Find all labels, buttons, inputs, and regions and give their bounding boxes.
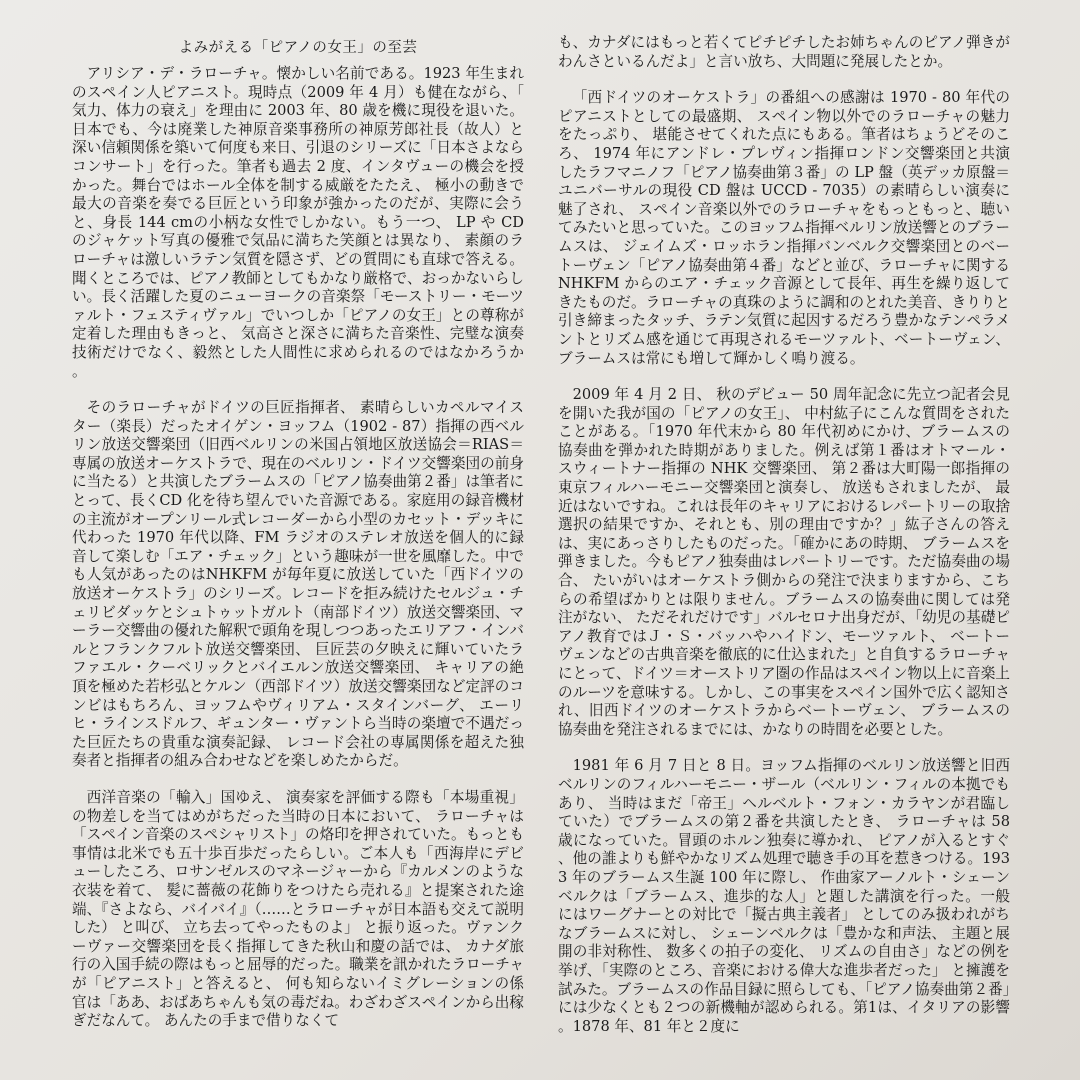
article-title: よみがえる「ピアノの女王」の至芸 xyxy=(178,40,418,56)
paragraph-gap xyxy=(558,71,1010,89)
paragraph-right-2: 2009 年 4 月 2 日、 秋のデビュー 50 周年記念に先立つ記者会見を開いた我が国の「ピアノの女王」、 中村紘子にこんな質問をされたことがある。「1970 年代末から 80 年代初めにかけ、ブラームスの協奏曲を弾かれた時期がありました。例えば第１番はオトマール・スウィートナー指揮の NHK 交響楽団、 第２番は大町陽一郎指揮の東京フィルハーモニー交響楽団と演奏し、 放送もされましたが、 最近はないですね。これは長年のキャリアにおけるレパートリーの取捨選択の結果ですか、それとも、別の理由ですか？」紘子さんの答えは、実にあっさりしたものだった。「確かにあの時期、 ブラームスを弾きました。今もピアノ独奏曲はレパートリーです。ただ協奏曲の場合、 たいがいはオーケストラ側からの発注で決まりますから、こちらの希望ばかりとは限りません。ブラームスの協奏曲に関しては発注がない、 ただそれだけです」バルセロナ出身だが、「幼児の基礎ピアノ教育ではＪ・Ｓ・バッハやハイドン、モーツァルト、 ベートーヴェンなどの古典音楽を徹底的に仕込まれた」と自負するラローチャにとって、ドイツ＝オーストリア圏の作品はスペイン物以上に音楽上のルーツを意味する。しかし、この事実をスペイン国外で広く認知され、旧西ドイツのオーケストラからベートーヴェン、 ブラームスの協奏曲を発注されるまでには、かなりの時間を必要とした。 xyxy=(558,386,1010,738)
paragraph-gap xyxy=(72,771,524,789)
paragraph-gap xyxy=(558,368,1010,386)
paragraph-left-2: そのラローチャがドイツの巨匠指揮者、 素晴らしいカペルマイスター（楽長）だったオイゲン・ヨッフム（1902 - 87）指揮の西ベルリン放送交響楽団（旧西ベルリンの米国占領地区放送協会＝RIAS＝専属の放送オーケストラで、現在のベルリン・ドイツ交響楽団の前身に当たる）と共演したブラームスの「ピアノ協奏曲第２番」は筆者にとって、長くCD 化を待ち望んでいた音源である。家庭用の録音機材の主流がオープンリール式レコーダーから小型のカセット・デッキに代わった 1970 年代以降、FM ラジオのステレオ放送を個人的に録音して楽しむ「エア・チェック」という趣味が一世を風靡した。中でも人気があったのはNHKFM が毎年夏に放送していた「西ドイツの放送オーケストラ」のシリーズ。レコードを拒み続けたセルジュ・チェリビダッケとシュトゥットガルト（南部ドイツ）放送交響楽団、マーラー交響曲の優れた解釈で頭角を現しつつあったエリアフ・インバルとフランクフルト放送交響楽団、 巨匠芸の夕映えに輝いていたラファエル・クーベリックとバイエルン放送交響楽団、 キャリアの絶頂を極めた若杉弘とケルン（西部ドイツ）放送交響楽団など定評のコンビはもちろん、ヨッフムやヴィリアム・スタインバーグ、 エーリヒ・ラインスドルフ、ギュンター・ヴァントら当時の楽壇で不遇だった巨匠たちの貴重な演奏記録、 レコード会社の専属関係を超えた独奏者と指揮者の組み合わせなどを楽しめたからだ。 xyxy=(72,399,524,770)
right-column xyxy=(558,34,1010,1036)
left-column xyxy=(72,34,524,1031)
paragraph-gap xyxy=(72,381,524,399)
paragraph-left-1: アリシア・デ・ラローチャ。懐かしい名前である。1923 年生まれのスペイン人ピアニスト。現時点（2009 年 4 月）も健在ながら、「気力、体力の衰え」を理由に 2003 年、80 歳を機に現役を退いた。日本でも、今は廃業した神原音楽事務所の神原芳郎社長（故人）と深い信頼関係を築いて何度も来日、引退のシリーズに「日本さよならコンサート」を行った。筆者も過去 2 度、インタヴューの機会を授かった。舞台ではホール全体を制する威厳をたたえ、 極小の動きで最大の音楽を奏でる巨匠という印象が強かったのだが、実際に会うと、身長 144 cmの小柄な女性でしかない。もう一つ、 LP や CD のジャケット写真の優雅で気品に満ちた笑顔とは異なり、 素顔のラローチャは激しいラテン気質を隠さず、どの質問にも直球で答える。聞くところでは、ピアノ教師としてもかなり厳格で、おっかないらしい。長く活躍した夏のニューヨークの音楽祭「モーストリー・モーツァルト・フェスティヴァル」でいつしか「ピアノの女王」との尊称が定着した理由もきっと、 気高さと深さに満ちた音楽性、完璧な演奏技術だけでなく、毅然とした人間性に求められるのではなかろうか。 xyxy=(72,65,524,380)
paragraph-right-3: 1981 年 6 月 7 日と 8 日。ヨッフム指揮のベルリン放送響と旧西ベルリンのフィルハーモニー・ザール（ベルリン・フィルの本拠でもあり、 当時はまだ「帝王」ヘルベルト・フォン・カラヤンが君臨していた）でブラームスの第２番を共演したとき、 ラローチャは 58 歳になっていた。冒頭のホルン独奏に導かれ、 ピアノが入るとすぐ、他の誰よりも鮮やかなリズム処理で聴き手の耳を惹きつける。1933 年のブラームス生誕 100 年に際し、 作曲家アーノルト・シェーンベルクは「ブラームス、進歩的な人」と題した講演を行った。一般にはワーグナーとの対比で「擬古典主義者」 としてのみ扱われがちなブラームスに対し、 シェーンベルクは「豊かな和声法、 主題と展開の非対称性、 数多くの拍子の変化、 リズムの自由さ」などの例を挙げ、「実際のところ、音楽における偉大な進歩者だった」 と擁護を試みた。ブラームスの作品目録に照らしても、「ピアノ協奏曲第２番」には少なくとも２つの新機軸が認められる。第1は、イタリアの影響。1878 年、81 年と２度に xyxy=(558,757,1010,1035)
paragraph-right-1: 「西ドイツのオーケストラ」の番組への感謝は 1970 - 80 年代のピアニストとしての最盛期、 スペイン物以外でのラローチャの魅力をたっぷり、 堪能させてくれた点にもある。筆者はちょうどそのころ、 1974 年にアンドレ・プレヴィン指揮ロンドン交響楽団と共演したラフマニノフ「ピアノ協奏曲第３番」の LP 盤（英デッカ原盤＝ユニバーサルの現役 CD 盤は UCCD - 7035）の素晴らしい演奏に魅了され、 スペイン音楽以外でのラローチャをもっともっと、聴いてみたいと思っていた。このヨッフム指揮ベルリン放送響とのブラームスは、 ジェイムズ・ロッホラン指揮バンベルク交響楽団とのベートーヴェン「ピアノ協奏曲第４番」などと並び、ラローチャに関する NHKFM からのエア・チェック音源として長年、再生を繰り返してきたものだ。ラローチャの真珠のように調和のとれた美音、きりりと引き締まったタッチ、ラテン気質に起因するだろう豊かなテンペラメントとリズム感を通じて再現されるモーツァルト、ベートーヴェン、ブラームスは常にも増して輝かしく鳴り渡る。 xyxy=(558,89,1010,367)
paragraph-left-3: 西洋音楽の「輸入」国ゆえ、 演奏家を評価する際も「本場重視」の物差しを当てはめがちだった当時の日本において、 ラローチャは「スペイン音楽のスペシャリスト」の烙印を押されていた。もっとも事情は北米でも五十歩百歩だったらしい。ご本人も「西海岸にデビューしたころ、ロサンゼルスのマネージャーから『カルメンのような衣装を着て、 髪に薔薇の花飾りをつけたら売れる』と提案された途端、『さよなら、バイバイ』（……とラローチャが日本語も交えて説明した） と叫び、 立ち去ってやったものよ」 と振り返った。ヴァンクーヴァー交響楽団を長く指揮してきた秋山和慶の話では、 カナダ旅行の入国手続の際はもっと屈辱的だった。職業を訊かれたラローチャが「ピアニスト」と答えると、 何も知らないイミグレーションの係官は「ああ、おばあちゃんも気の毒だね。わざわざスペインから出稼ぎだなんて。 あんたの手まで借りなくて xyxy=(72,788,524,1030)
paragraph-gap xyxy=(558,739,1010,757)
paragraph-right-continuation: も、カナダにはもっと若くてピチピチしたお姉ちゃんのピアノ弾きがわんさといるんだよ」と言い放ち、大問題に発展したとか。 xyxy=(558,34,1010,70)
